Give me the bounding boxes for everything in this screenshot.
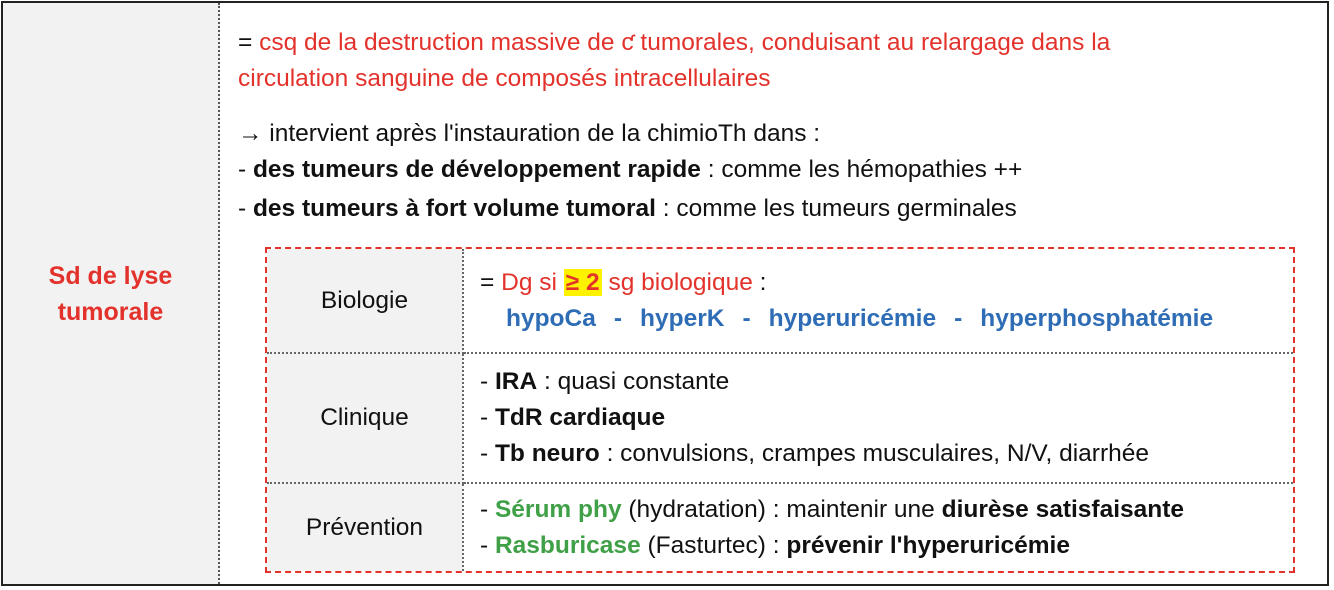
arrow-icon: →	[238, 120, 263, 147]
item-dash: -	[480, 368, 495, 395]
item-dash: -	[480, 495, 495, 523]
row-prevention	[267, 483, 1293, 571]
intro-item-dash: -	[238, 195, 253, 222]
clinique-item-3	[480, 436, 1293, 472]
topic-title-line2: tumorale	[57, 297, 164, 326]
item-dash: -	[480, 404, 495, 431]
marker-separator: -	[742, 304, 751, 332]
topic-title	[49, 258, 173, 330]
biologie-colon: :	[752, 268, 767, 296]
biologie-line-1	[480, 265, 1293, 301]
prevention-item-1	[480, 492, 1293, 528]
topic-title-line1: Sd de lyse	[48, 261, 173, 290]
marker-hyperuricemie: hyperuricémie	[768, 304, 937, 332]
marker-hyperphosphatemie: hyperphosphatémie	[980, 304, 1214, 332]
item-bold: diurèse satisfaisante	[941, 495, 1185, 523]
definition-prefix: =	[238, 29, 260, 56]
topic-column	[3, 3, 220, 584]
item-rest: : quasi constante	[537, 368, 730, 395]
details-box	[265, 247, 1295, 573]
marker-hypoca: hypoCa	[506, 304, 596, 332]
intro-item-rest: : comme les tumeurs germinales	[655, 195, 1017, 222]
marker-hyperk: hyperK	[640, 304, 725, 332]
row-clinique	[267, 353, 1293, 483]
details-table	[267, 249, 1293, 571]
marker-separator: -	[954, 304, 963, 332]
intro-item-rest: : comme les hémopathies ++	[700, 156, 1023, 183]
item-bold: Tb neuro	[494, 440, 600, 467]
item-bold: TdR cardiaque	[494, 404, 666, 431]
clinique-item-1	[480, 364, 1293, 400]
definition-text-1: csq de la destruction massive de ƈ tumorales, conduisant au relargage dans la	[259, 29, 1111, 56]
item-rest: : convulsions, crampes musculaires, N/V, diarrhée	[599, 440, 1149, 467]
row-content-prevention	[463, 483, 1293, 571]
definition-line-1	[238, 26, 1110, 60]
prevention-item-2	[480, 528, 1293, 564]
biologie-markers	[480, 301, 1293, 337]
item-green: Rasburicase	[494, 531, 641, 559]
row-biologie	[267, 249, 1293, 353]
main-content	[220, 3, 1327, 584]
intro-item-bold: des tumeurs à fort volume tumoral	[252, 195, 656, 222]
row-content-biologie	[463, 249, 1293, 353]
intro-item-dash: -	[238, 156, 253, 183]
item-dash: -	[480, 440, 495, 467]
marker-separator: -	[613, 304, 623, 332]
biologie-rest: sg biologique	[601, 268, 753, 296]
intro-item-2	[238, 192, 1017, 226]
intro-line	[238, 117, 820, 151]
intro-item-1	[238, 153, 1022, 187]
biologie-dg: Dg si	[501, 268, 564, 296]
definition-line-2: circulation sanguine de composés intracellulaires	[238, 65, 771, 92]
item-mid: (hydratation) : maintenir une	[621, 495, 942, 523]
row-content-clinique	[463, 353, 1293, 483]
row-label-prevention: Prévention	[267, 483, 463, 571]
item-green: Sérum phy	[494, 495, 622, 523]
item-dash: -	[480, 531, 495, 559]
row-label-clinique: Clinique	[267, 353, 463, 483]
item-bold: IRA	[494, 368, 538, 395]
threshold-highlight: ≥ 2	[565, 268, 600, 296]
intro-item-bold: des tumeurs de développement rapide	[252, 156, 701, 183]
item-mid: (Fasturtec) :	[640, 531, 787, 559]
intro-text: intervient après l'instauration de la chimioTh dans :	[262, 120, 821, 147]
clinique-item-2	[480, 400, 1293, 436]
content-card	[1, 1, 1329, 586]
row-label-biologie: Biologie	[267, 249, 463, 353]
biologie-eq: =	[480, 268, 502, 296]
item-bold: prévenir l'hyperuricémie	[786, 531, 1070, 559]
